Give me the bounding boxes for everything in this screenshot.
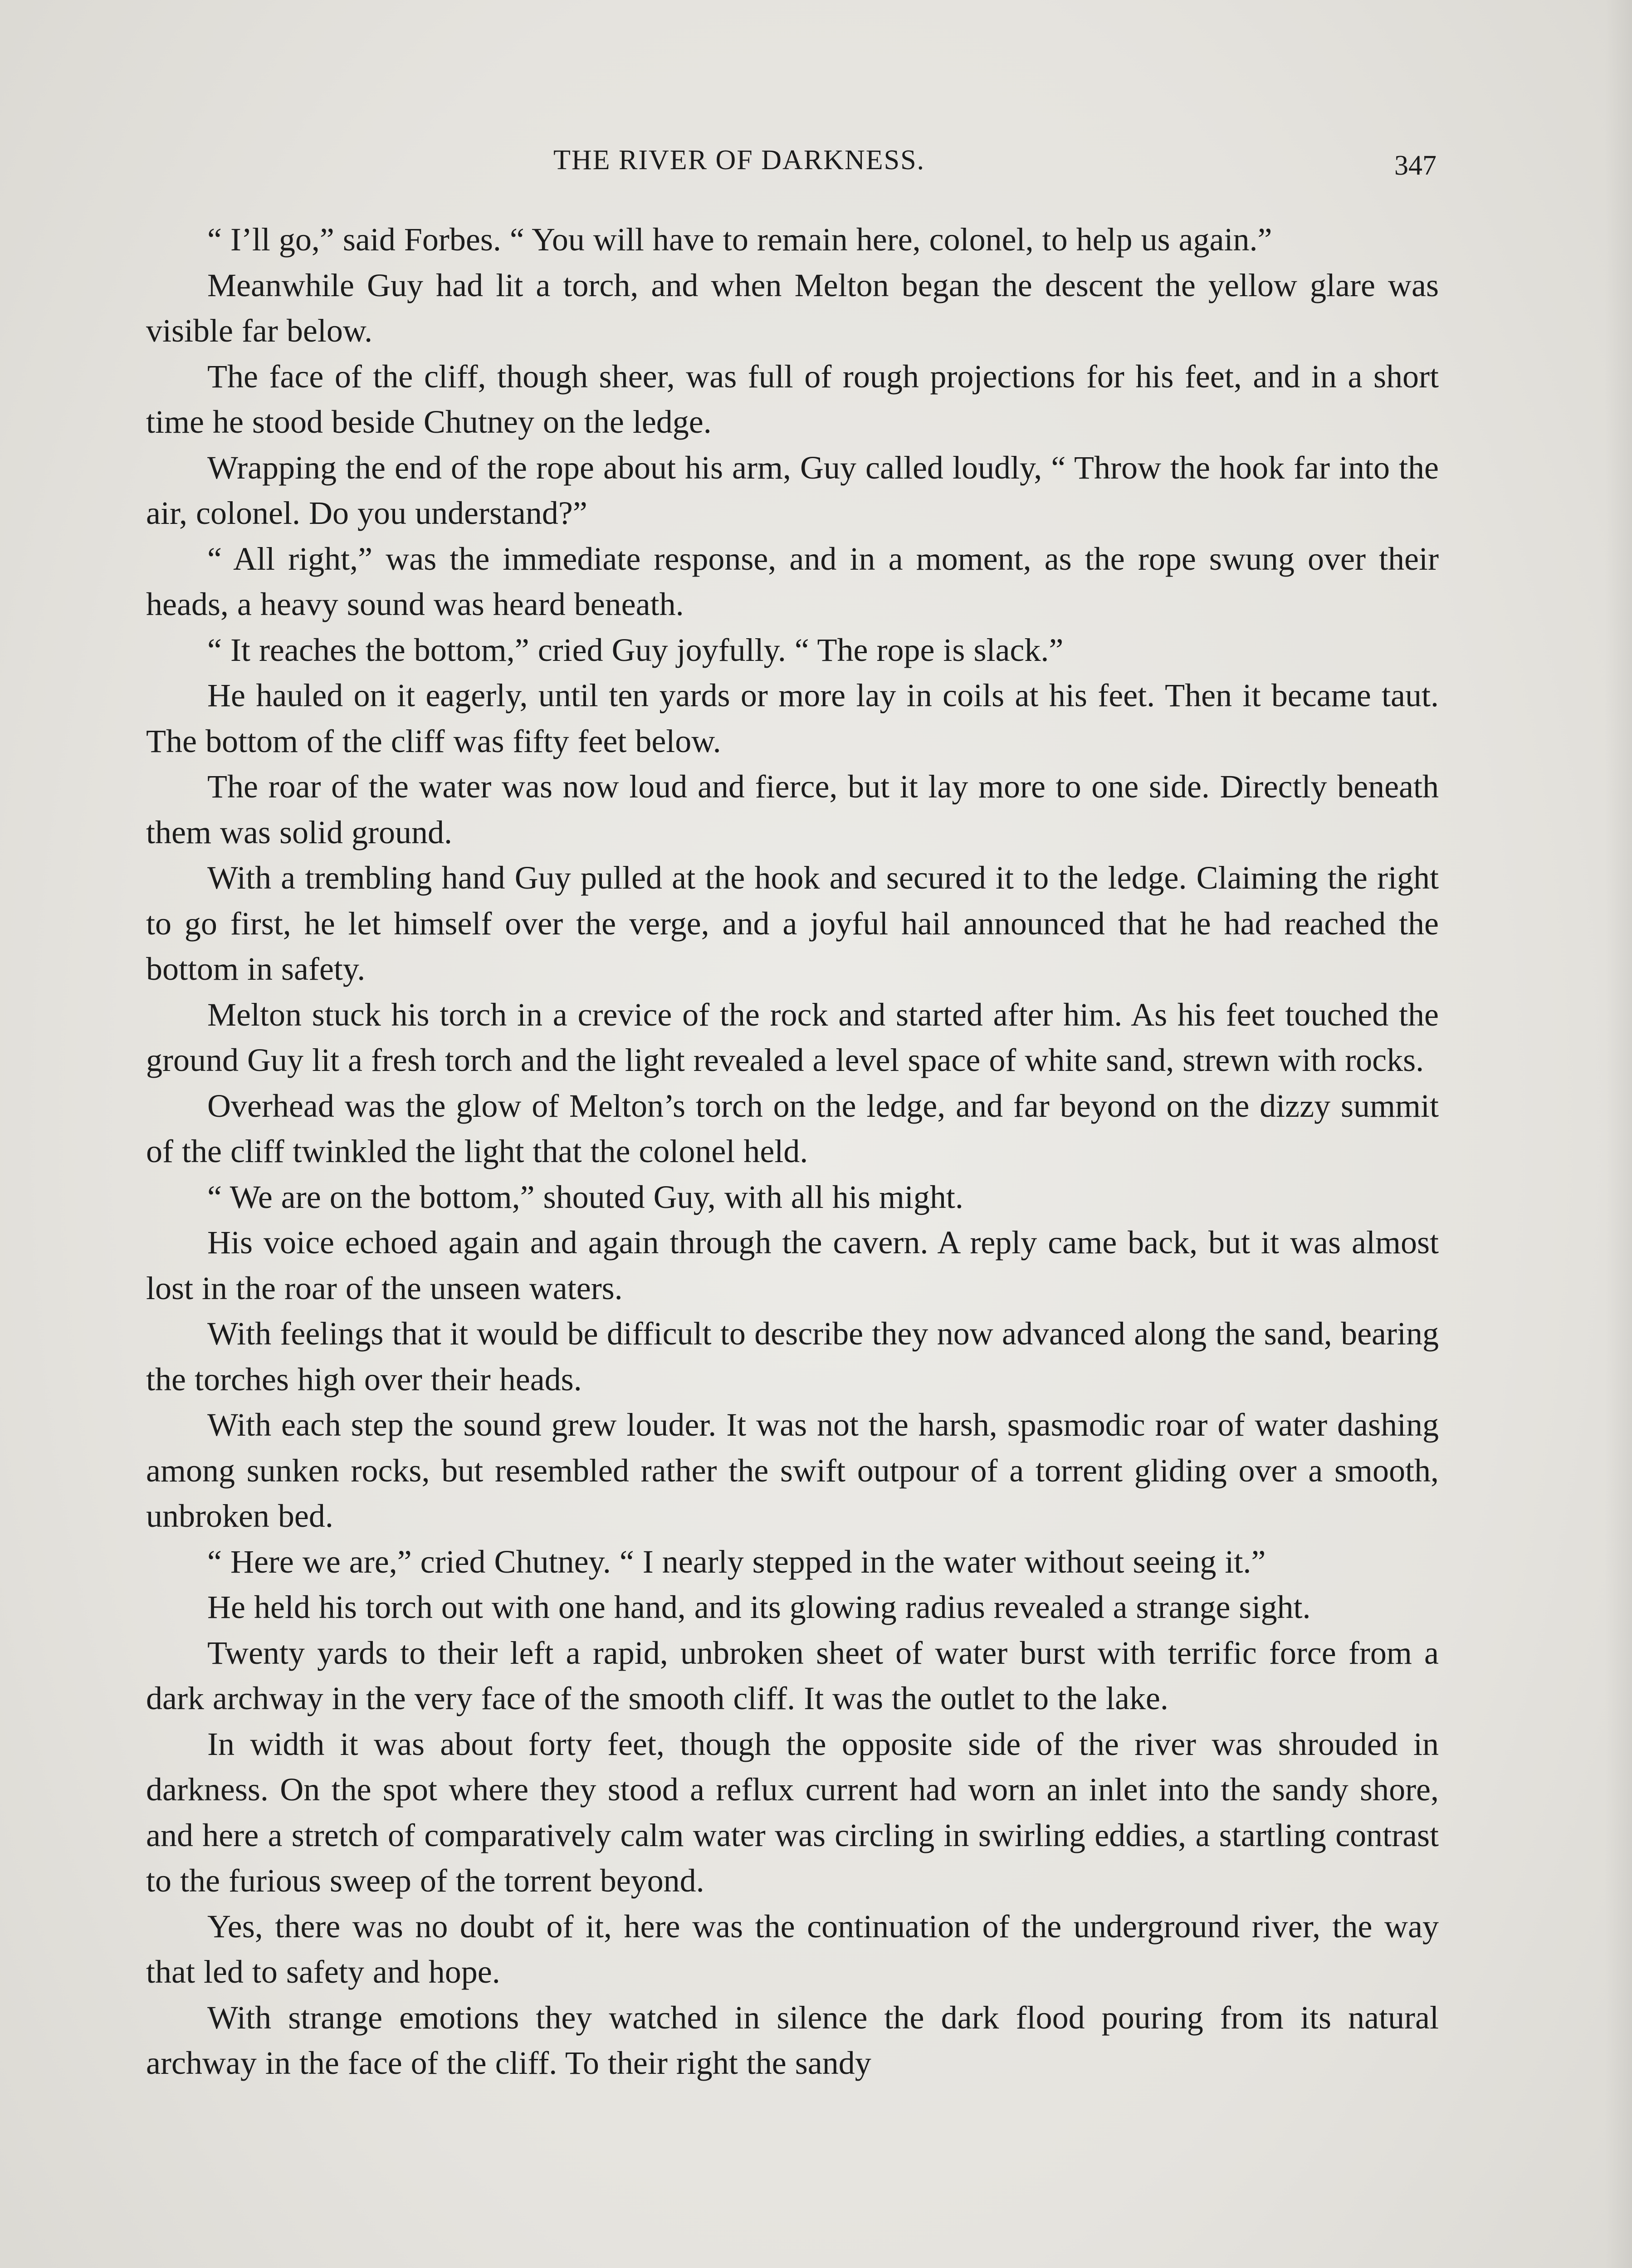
paragraph: Melton stuck his torch in a crevice of the rock and started after him. As his feet touched the ground Guy lit a fresh torch and the light revealed a level space of white sand, strewn with rocks. [146,996,1439,1078]
page-edge-shadow [1605,0,1632,2268]
paragraph: “ All right,” was the immediate response, and in a moment, as the rope swung over their heads, a heavy sound was heard beneath. [146,540,1439,622]
paragraph: Twenty yards to their left a rapid, unbroken sheet of water burst with terrific force from a dark archway in the very face of the smooth cliff. It was the outlet to the lake. [146,1634,1439,1716]
paragraph: His voice echoed again and again through the cavern. A reply came back, but it was almost lost in the roar of the unseen waters. [146,1224,1439,1306]
paragraph: Wrapping the end of the rope about his arm, Guy called loudly, “ Throw the hook far into the air, colonel. Do you understand?” [146,449,1439,531]
paragraph: “ Here we are,” cried Chutney. “ I nearly stepped in the water without seeing it.” [207,1543,1266,1580]
paragraph: The face of the cliff, though sheer, was full of rough projections for his feet, and in a short time he stood beside Chutney on the ledge. [146,358,1439,440]
paragraph: In width it was about forty feet, though the opposite side of the river was shrouded in darkness. On the spot where they stood a reflux current had worn an inlet into the sandy shore, and here a stretch of comparatively calm water was circling in swirling eddies, a startling contrast to the furious sweep of the torrent beyond. [146,1725,1439,1899]
paragraph: Meanwhile Guy had lit a torch, and when Melton began the descent the yellow glare was visible far below. [146,267,1439,349]
running-head: THE RIVER OF DARKNESS. [553,145,925,176]
paragraph: With a trembling hand Guy pulled at the hook and secured it to the ledge. Claiming the right to go first, he let himself over the verge, and a joyful hail announced that he had reached the bottom in safety. [146,860,1439,987]
paragraph: “ I’ll go,” said Forbes. “ You will have to remain here, colonel, to help us again.” [207,221,1272,258]
body-text [146,217,1439,2086]
paragraph: “ It reaches the bottom,” cried Guy joyfully. “ The rope is slack.” [207,631,1064,668]
paragraph: With each step the sound grew louder. It was not the harsh, spasmodic roar of water dashing among sunken rocks, but resembled rather the swift outpour of a torrent gliding over a smooth, unbroken bed. [146,1407,1439,1534]
paragraph: With strange emotions they watched in silence the dark flood pouring from its natural archway in the face of the cliff. To their right the sandy [146,1999,1439,2081]
page-number: 347 [1394,150,1437,181]
paragraph: He hauled on it eagerly, until ten yards or more lay in coils at his feet. Then it became taut. The bottom of the cliff was fifty feet below. [146,677,1439,759]
paragraph: “ We are on the bottom,” shouted Guy, with all his might. [207,1178,963,1215]
paragraph: He held his torch out with one hand, and its glowing radius revealed a strange sight. [207,1589,1311,1625]
paragraph: With feelings that it would be difficult to describe they now advanced along the sand, bearing the torches high over their heads. [146,1315,1439,1398]
paragraph: Yes, there was no doubt of it, here was the continuation of the underground river, the way that led to safety and hope. [146,1908,1439,1990]
paragraph: Overhead was the glow of Melton’s torch on the ledge, and far beyond on the dizzy summit of the cliff twinkled the light that the colonel held. [146,1087,1439,1169]
paragraph: The roar of the water was now loud and fierce, but it lay more to one side. Directly beneath them was solid ground. [146,768,1439,850]
